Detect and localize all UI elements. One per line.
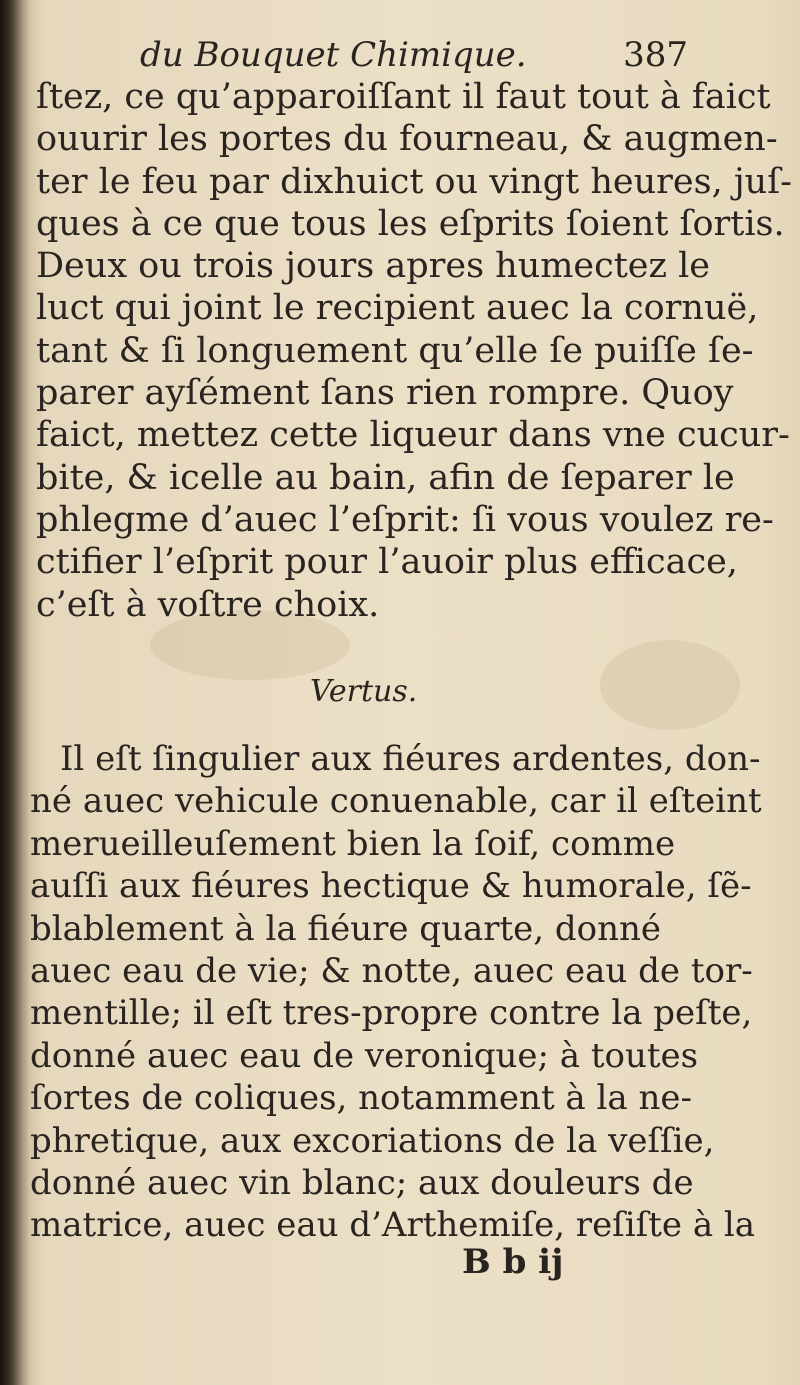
text-line: auec eau de vie; & notte, auec eau de tor- xyxy=(30,950,753,991)
text-line: Il eſt ſingulier aux fiéures ardentes, don- xyxy=(60,739,761,779)
text-line: c’eſt à voſtre choix. xyxy=(36,584,380,625)
text-line: matrice, auec eau d’Arthemiſe, reſiſte à la xyxy=(30,1205,756,1246)
text-line: ouurir les portes du fourneau, & augmen- xyxy=(36,119,778,160)
text-line: ques à ce que tous les eſprits ſoient ſortis. xyxy=(36,203,785,244)
text-line: parer ayſément ſans rien rompre. Quoy xyxy=(36,373,734,414)
text-line: donné auec vin blanc; aux douleurs de xyxy=(30,1162,694,1203)
signature-mark: B b ij xyxy=(462,1242,564,1282)
page-header xyxy=(140,30,700,80)
page-number: 387 xyxy=(623,35,688,75)
text-line: bite, & icelle au bain, afin de ſeparer le xyxy=(36,457,735,498)
text-line: ſtez, ce qu’apparoiſſant il faut tout à faict xyxy=(36,77,771,117)
text-line: tant & ſi longuement qu’elle ſe puiſſe ſe- xyxy=(36,330,754,371)
paragraph-2 xyxy=(30,738,762,1247)
paper-stain xyxy=(600,640,740,730)
binding-gutter xyxy=(0,0,30,1385)
text-line: phretique, aux excoriations de la veſſie, xyxy=(30,1120,715,1161)
paragraph-1 xyxy=(36,76,793,626)
text-line: né auec vehicule conuenable, car il eſteint xyxy=(30,781,762,822)
running-title: du Bouquet Chimique. xyxy=(140,35,527,75)
text-line: blablement à la fiéure quarte, donné xyxy=(30,908,662,949)
text-line: ſortes de coliques, notamment à la ne- xyxy=(30,1078,692,1119)
text-line: ter le feu par dixhuict ou vingt heures, juſ- xyxy=(36,161,793,202)
text-line: mentille; il eſt tres-propre contre la peſte, xyxy=(30,993,753,1034)
text-line: Deux ou trois jours apres humectez le xyxy=(36,246,710,287)
text-line: luct qui joint le recipient auec la cornuë, xyxy=(36,288,759,329)
text-line: auſſi aux fiéures hectique & humorale, ſẽ- xyxy=(30,866,752,907)
text-line: phlegme d’auec l’eſprit: ſi vous voulez re- xyxy=(36,499,774,540)
text-line: donné auec eau de veronique; à toutes xyxy=(30,1035,699,1076)
text-line: ctifier l’eſprit pour l’auoir plus efficace, xyxy=(36,542,738,583)
text-line: faict, mettez cette liqueur dans vne cucur- xyxy=(36,415,790,456)
text-line: merueilleuſement bien la ſoif, comme xyxy=(30,823,676,864)
section-title: Vertus. xyxy=(310,674,418,709)
